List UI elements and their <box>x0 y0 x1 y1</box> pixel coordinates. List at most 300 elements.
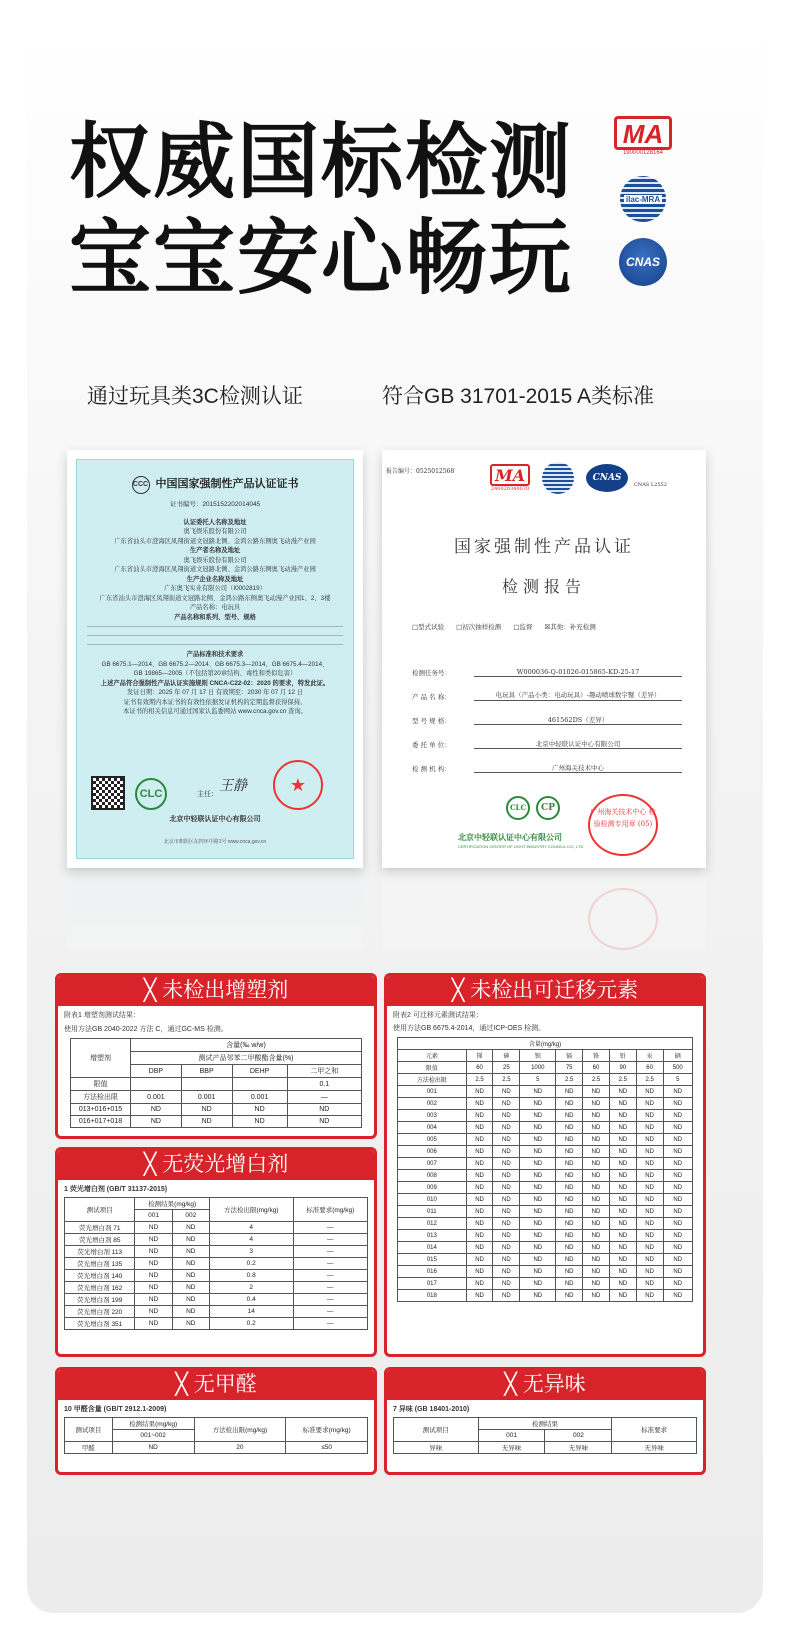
cert-line: 奥飞娱乐股份有限公司 <box>183 528 247 535</box>
panel-formaldehyde-title: ╳ 无甲醛 <box>58 1370 374 1400</box>
cell: ND <box>663 1110 692 1122</box>
table-row <box>398 1074 693 1086</box>
sample-id: 006 <box>398 1146 467 1158</box>
element-col: 铬 <box>583 1050 610 1062</box>
plasticizer-row-header: 增塑剂 <box>71 1039 131 1078</box>
cell: ND <box>609 1278 636 1290</box>
table-row <box>398 1254 693 1266</box>
cell: ND <box>112 1442 194 1454</box>
cell: ND <box>493 1278 520 1290</box>
cell: ND <box>520 1242 556 1254</box>
cell: ND <box>663 1086 692 1098</box>
table-row <box>398 1194 693 1206</box>
cell: ND <box>556 1098 583 1110</box>
cell: ND <box>663 1182 692 1194</box>
cell: ND <box>609 1146 636 1158</box>
cell: ND <box>493 1110 520 1122</box>
cell: — <box>293 1294 368 1306</box>
cell: 2 <box>209 1282 293 1294</box>
cell: ND <box>181 1104 232 1116</box>
cell: ND <box>172 1246 209 1258</box>
cell: ND <box>609 1218 636 1230</box>
cell: ND <box>520 1218 556 1230</box>
cert-line: 认证委托人名称及地址 <box>183 518 247 526</box>
cert-line: 广东省汕头市澄海区凤翔街道文冠路北侧、金鸿公路东侧奥飞动漫产业园 <box>114 537 316 545</box>
cell: ND <box>287 1104 361 1116</box>
col-standard: 标准要求(mg/kg) <box>286 1418 368 1442</box>
cell: 荧光增白剂 135 <box>65 1258 135 1270</box>
table-row <box>65 1442 368 1454</box>
sample-id: 014 <box>398 1242 467 1254</box>
cell: ND <box>636 1170 663 1182</box>
sign-label: 主任： <box>197 791 218 798</box>
cell: ND <box>583 1254 610 1266</box>
cell: ND <box>520 1110 556 1122</box>
cell: — <box>293 1246 368 1258</box>
element-col: 汞 <box>636 1050 663 1062</box>
table-row <box>65 1282 368 1294</box>
cell: ND <box>636 1182 663 1194</box>
table-row <box>398 1242 693 1254</box>
cert-line: 上述产品符合强制性产品认证实施规则 CNCA-C22-02：2020 的要求，特发此证。 <box>100 679 330 687</box>
cell: ND <box>466 1278 493 1290</box>
cell: ND <box>663 1146 692 1158</box>
field-task-number: W000036-Q-01026-015865-KD-25-17 <box>474 668 682 677</box>
table-row <box>65 1318 368 1330</box>
cell: ND <box>172 1234 209 1246</box>
cell: — <box>293 1318 368 1330</box>
cell: ND <box>609 1086 636 1098</box>
cell: ND <box>466 1194 493 1206</box>
cell: ND <box>493 1230 520 1242</box>
cell: ND <box>663 1134 692 1146</box>
cell: ND <box>556 1230 583 1242</box>
field-key: 委 托 单 位： <box>412 740 451 749</box>
cell: 0.2 <box>209 1258 293 1270</box>
field-key: 产 品 名 称： <box>412 692 451 701</box>
limit-cell: 90 <box>609 1062 636 1074</box>
mdl-cell: 2.5 <box>556 1074 583 1086</box>
sample-id: 007 <box>398 1158 467 1170</box>
cell: ND <box>493 1146 520 1158</box>
limit-cell: 60 <box>466 1062 493 1074</box>
cell: ND <box>663 1206 692 1218</box>
cell: ND <box>135 1306 172 1318</box>
mdl-cell: 2.5 <box>493 1074 520 1086</box>
cell: ND <box>493 1290 520 1302</box>
cell: ND <box>583 1194 610 1206</box>
cell: ND <box>520 1170 556 1182</box>
cell: ND <box>493 1266 520 1278</box>
col-dbp: DBP <box>131 1065 182 1078</box>
table-row <box>398 1206 693 1218</box>
sample-id: 018 <box>398 1290 467 1302</box>
formaldehyde-note: 10 甲醛含量 (GB/T 2912.1-2009) <box>64 1406 167 1413</box>
field-key: 型 号 规 格： <box>412 716 451 725</box>
ilac-mra-logo <box>612 176 674 222</box>
cell: 013+016+015 <box>71 1104 131 1116</box>
cell: ND <box>583 1206 610 1218</box>
cell: ND <box>520 1278 556 1290</box>
cell: ND <box>583 1134 610 1146</box>
ilac-mra-text: ilac-MRA <box>625 194 661 204</box>
cell: ND <box>493 1218 520 1230</box>
qr-code-icon <box>91 776 125 810</box>
cell: ND <box>583 1122 610 1134</box>
table-row <box>65 1258 368 1270</box>
fluorescent-note: 1 荧光增白剂 (GB/T 31137-2015) <box>64 1186 168 1193</box>
col-002: 002 <box>172 1210 209 1222</box>
cell: ND <box>556 1194 583 1206</box>
cma-logo-text: MA <box>614 116 672 150</box>
cell: ND <box>556 1242 583 1254</box>
table-row <box>398 1182 693 1194</box>
cell: 0.2 <box>209 1318 293 1330</box>
certificate-number: 证书编号：2015152202014045 <box>169 501 261 508</box>
cell: ND <box>583 1110 610 1122</box>
cell: ND <box>556 1134 583 1146</box>
cell: ND <box>135 1294 172 1306</box>
table-row <box>71 1078 362 1091</box>
cert-line: 广东奥飞实业有限公司（I0002819） <box>164 585 266 592</box>
cell: 荧光增白剂 113 <box>65 1246 135 1258</box>
cell: ND <box>172 1270 209 1282</box>
plasticizer-subheader: 测试产品邻苯二甲酸酯含量(%) <box>131 1052 362 1065</box>
limit-cell: 60 <box>636 1062 663 1074</box>
mdl-cell: 5 <box>520 1074 556 1086</box>
col-dehp: DEHP <box>232 1065 287 1078</box>
table-row <box>398 1086 693 1098</box>
report-clc-icon: CLC <box>506 796 530 820</box>
cell: 荧光增白剂 162 <box>65 1282 135 1294</box>
cell: ND <box>609 1134 636 1146</box>
cell: ND <box>172 1294 209 1306</box>
cell: ND <box>181 1116 232 1128</box>
col-samples: 001~002 <box>112 1430 194 1442</box>
sample-id: 010 <box>398 1194 467 1206</box>
fluorescent-table <box>64 1197 368 1330</box>
cell: ND <box>172 1318 209 1330</box>
cell: ND <box>520 1182 556 1194</box>
cell: 0.001 <box>232 1091 287 1104</box>
cell: 0.001 <box>131 1091 182 1104</box>
cell: ND <box>636 1110 663 1122</box>
cell: ND <box>556 1146 583 1158</box>
cma-logo <box>612 116 674 156</box>
cell: ND <box>172 1258 209 1270</box>
cell: 限值 <box>71 1078 131 1091</box>
table-row <box>398 1134 693 1146</box>
cell: ND <box>556 1158 583 1170</box>
mdl-label: 方法检出限 <box>398 1074 467 1086</box>
sample-id: 004 <box>398 1122 467 1134</box>
cell: ND <box>583 1182 610 1194</box>
cell: ND <box>172 1282 209 1294</box>
cell: ND <box>609 1254 636 1266</box>
cell: ND <box>636 1254 663 1266</box>
cell: ND <box>493 1122 520 1134</box>
field-key: 检测任务号： <box>412 668 451 677</box>
field-client: 北京中轻联认证中心有限公司 <box>474 739 682 749</box>
cnas-logo <box>612 238 674 286</box>
table-row <box>65 1270 368 1282</box>
col-standard: 标准要求(mg/kg) <box>293 1198 368 1222</box>
cell: ND <box>663 1218 692 1230</box>
cell: 016+017+018 <box>71 1116 131 1128</box>
element-col: 钡 <box>520 1050 556 1062</box>
table-row <box>71 1116 362 1128</box>
cell: ND <box>493 1170 520 1182</box>
cell: ND <box>466 1242 493 1254</box>
col-standard: 标准要求 <box>612 1418 697 1442</box>
cell: ND <box>466 1182 493 1194</box>
table-row <box>398 1062 693 1074</box>
odor-table <box>393 1417 697 1454</box>
cell: ND <box>493 1206 520 1218</box>
cell: ND <box>131 1116 182 1128</box>
cell: — <box>293 1306 368 1318</box>
cell: ND <box>636 1266 663 1278</box>
cert-line: 发证日期：2025 年 07 月 17 日 有效期至：2030 年 07 月 12 日 <box>126 689 304 696</box>
col-sum: 二甲之和 <box>287 1065 361 1078</box>
cell: ND <box>636 1278 663 1290</box>
cell: ND <box>636 1206 663 1218</box>
cell: ND <box>520 1230 556 1242</box>
cell: 20 <box>194 1442 286 1454</box>
cell: ND <box>583 1230 610 1242</box>
report-issuer: 北京中轻联认证中心有限公司 <box>458 833 562 842</box>
cell: ND <box>135 1270 172 1282</box>
cell: ND <box>556 1254 583 1266</box>
cell: ND <box>493 1098 520 1110</box>
cell: ND <box>466 1158 493 1170</box>
cell: 0.8 <box>209 1270 293 1282</box>
col-result: 检测结果(mg/kg) <box>112 1418 194 1430</box>
table-row <box>398 1290 693 1302</box>
cell: ND <box>636 1242 663 1254</box>
report-cma-number: 240020340070 <box>490 486 530 492</box>
cell: ND <box>466 1266 493 1278</box>
cell: ≤50 <box>286 1442 368 1454</box>
cell <box>232 1078 287 1091</box>
cell: 荧光增白剂 220 <box>65 1306 135 1318</box>
mdl-cell: 2.5 <box>609 1074 636 1086</box>
cnas-text: CNAS <box>625 255 660 269</box>
cell: ND <box>520 1134 556 1146</box>
limit-cell: 75 <box>556 1062 583 1074</box>
cert-line: 广东省汕头市澄海区凤翔街道文冠路北侧、金鸿公路东侧奥飞动漫产业园 <box>114 566 316 573</box>
cell: ND <box>636 1194 663 1206</box>
cell: — <box>293 1270 368 1282</box>
sample-id: 003 <box>398 1110 467 1122</box>
migration-method: 使用方法GB 6675.4-2014，通过ICP-OES 检测。 <box>393 1025 546 1032</box>
headline-line1: 权威国标检测 <box>69 117 574 208</box>
cell: ND <box>466 1230 493 1242</box>
cell: ND <box>556 1206 583 1218</box>
table-row <box>398 1110 693 1122</box>
cell: ND <box>609 1182 636 1194</box>
sample-id: 001 <box>398 1086 467 1098</box>
cell: — <box>293 1222 368 1234</box>
cell: ND <box>636 1086 663 1098</box>
cell: 异味 <box>394 1442 479 1454</box>
table-row <box>398 1230 693 1242</box>
report-cma-logo <box>490 464 530 492</box>
cell: ND <box>466 1170 493 1182</box>
sample-id: 012 <box>398 1218 467 1230</box>
cell: ND <box>663 1266 692 1278</box>
table-row <box>71 1091 362 1104</box>
cell: ND <box>172 1222 209 1234</box>
panel-formaldehyde <box>55 1367 377 1475</box>
cell: ND <box>636 1158 663 1170</box>
field-product-name: 电玩具（产品小类：电动玩具）-趣动喷球数字蟹（差异） <box>474 691 682 701</box>
report-cma-text: MA <box>490 464 530 486</box>
cell: ND <box>663 1098 692 1110</box>
cell: ND <box>520 1254 556 1266</box>
cell: ND <box>609 1242 636 1254</box>
cell: ND <box>135 1258 172 1270</box>
cell: ND <box>135 1222 172 1234</box>
migration-note: 附表2 可迁移元素测试结果： <box>393 1012 483 1019</box>
cell: 14 <box>209 1306 293 1318</box>
cell: 方法检出限 <box>71 1091 131 1104</box>
table-row <box>398 1218 693 1230</box>
element-col: 镉 <box>556 1050 583 1062</box>
col-result: 检测结果(mg/kg) <box>135 1198 209 1210</box>
cell: ND <box>520 1146 556 1158</box>
cell: ND <box>556 1278 583 1290</box>
limit-cell: 1000 <box>520 1062 556 1074</box>
element-col: 砷 <box>493 1050 520 1062</box>
cell: — <box>287 1091 361 1104</box>
col-001: 001 <box>478 1430 545 1442</box>
cell: 无异味 <box>612 1442 697 1454</box>
element-col: 硒 <box>663 1050 692 1062</box>
table-row <box>65 1246 368 1258</box>
report-cnas-logo: CNAS <box>586 464 628 492</box>
field-key: 检 测 机 构： <box>412 764 451 773</box>
background-card <box>27 20 763 1613</box>
limit-cell: 25 <box>493 1062 520 1074</box>
cell: 荧光增白剂 199 <box>65 1294 135 1306</box>
cell: ND <box>636 1290 663 1302</box>
cell: ND <box>131 1104 182 1116</box>
check-type-test: □型式试验 <box>412 623 445 631</box>
table-row <box>398 1158 693 1170</box>
cell: ND <box>609 1206 636 1218</box>
report-title-2: 检测报告 <box>501 577 586 596</box>
cell: ND <box>583 1266 610 1278</box>
cell: ND <box>663 1290 692 1302</box>
odor-note: 7 异味 (GB 18401-2010) <box>393 1406 470 1413</box>
sample-id: 016 <box>398 1266 467 1278</box>
table-row <box>65 1306 368 1318</box>
cell: ND <box>663 1278 692 1290</box>
check-supervision: □监督 <box>513 623 533 631</box>
report-ilac-icon <box>542 462 574 494</box>
cell: ND <box>609 1122 636 1134</box>
mdl-cell: 5 <box>663 1074 692 1086</box>
cell: ND <box>466 1146 493 1158</box>
col-item: 测试项目 <box>65 1198 135 1222</box>
cell: ND <box>287 1116 361 1128</box>
cell: ND <box>609 1266 636 1278</box>
table-row <box>71 1104 362 1116</box>
col-item: 测试项目 <box>65 1418 113 1442</box>
cert-line: 生产者名称及地址 <box>189 547 241 554</box>
cell: ND <box>583 1158 610 1170</box>
cell: ND <box>609 1230 636 1242</box>
cell: — <box>293 1258 368 1270</box>
cell: ND <box>583 1098 610 1110</box>
table-row <box>398 1146 693 1158</box>
mdl-cell: 2.5 <box>466 1074 493 1086</box>
mdl-cell: 2.5 <box>583 1074 610 1086</box>
plasticizer-table <box>70 1038 362 1128</box>
cell: ND <box>663 1122 692 1134</box>
cell: ND <box>556 1086 583 1098</box>
sample-id: 011 <box>398 1206 467 1218</box>
table-row <box>65 1294 368 1306</box>
cert-line: 产品标准和技术要求 <box>186 651 244 658</box>
col-001: 001 <box>135 1210 172 1222</box>
cell: ND <box>636 1146 663 1158</box>
cert-line: 证书有效期内本证书的有效性依据发证机构的定期监督获得保持。 <box>123 698 307 706</box>
cell: ND <box>663 1242 692 1254</box>
cell: — <box>293 1234 368 1246</box>
cell: ND <box>556 1218 583 1230</box>
cell: ND <box>609 1098 636 1110</box>
cell: ND <box>493 1158 520 1170</box>
cell: ND <box>583 1086 610 1098</box>
cell: 无异味 <box>478 1442 545 1454</box>
red-seal-star: ★ <box>273 760 323 810</box>
report-reflection <box>382 870 706 950</box>
table-row <box>398 1170 693 1182</box>
cell: 4 <box>209 1222 293 1234</box>
col-item: 测试项目 <box>394 1418 479 1442</box>
cell: ND <box>493 1134 520 1146</box>
cell: ND <box>520 1206 556 1218</box>
ccc-certificate <box>67 450 363 868</box>
cert-line: GB 6675.1—2014、GB 6675.2—2014、GB 6675.3—2014、GB 6675.4—2014、 <box>101 660 329 668</box>
cell: ND <box>135 1234 172 1246</box>
panel-migration-title: ╳ 未检出可迁移元素 <box>387 976 703 1006</box>
cell: ND <box>636 1134 663 1146</box>
cell: ND <box>636 1230 663 1242</box>
plasticizer-unit: 含量(‰ w/w) <box>131 1039 362 1052</box>
panel-fluorescent-title: ╳ 无荧光增白剂 <box>58 1150 374 1180</box>
element-col: 铅 <box>609 1050 636 1062</box>
report-check-row <box>412 622 596 631</box>
cell: ND <box>466 1134 493 1146</box>
cell: ND <box>520 1086 556 1098</box>
panel-fluorescent <box>55 1147 377 1357</box>
cell: ND <box>172 1306 209 1318</box>
migration-table <box>397 1037 693 1302</box>
sample-id: 002 <box>398 1098 467 1110</box>
sample-id: 009 <box>398 1182 467 1194</box>
cell: ND <box>636 1098 663 1110</box>
cell: ND <box>663 1230 692 1242</box>
cell: ND <box>520 1122 556 1134</box>
cell: 3 <box>209 1246 293 1258</box>
cert-line: 广东省汕头市澄海区凤翔街道文冠路北侧、金鸿公路东侧奥飞动漫产业园1、2、3楼 <box>99 594 331 602</box>
cell: ND <box>583 1170 610 1182</box>
element-col: 元素 <box>398 1050 467 1062</box>
cell: ND <box>135 1246 172 1258</box>
